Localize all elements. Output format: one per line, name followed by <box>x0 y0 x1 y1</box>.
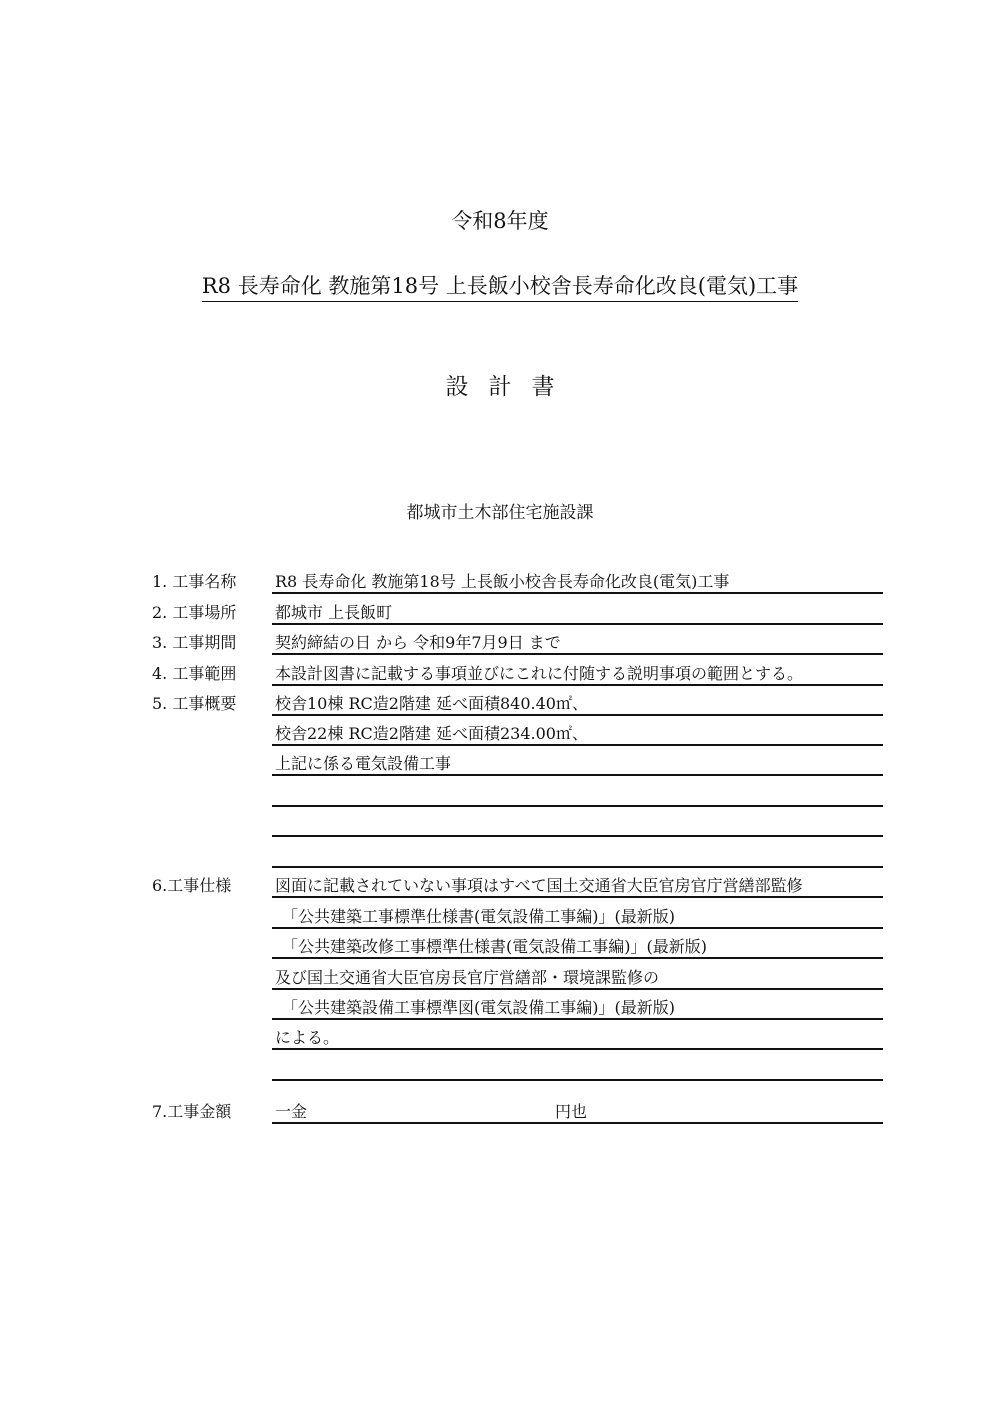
spec-line: 及び国土交通省大臣官房長官庁営繕部・環境課監修の <box>272 968 883 990</box>
item-label-spec: 6.工事仕様 <box>152 876 232 895</box>
spec-line: 「公共建築改修工事標準仕様書(電気設備工事編)」(最新版) <box>272 937 883 959</box>
item-row-scope <box>0 664 1000 694</box>
item-row-period <box>0 633 1000 663</box>
item-label-location: 2. 工事場所 <box>152 603 237 622</box>
item-row-spec <box>0 876 1000 906</box>
project-title-text: R8 長寿命化 教施第18号 上長飯小校舎長寿命化改良(電気)工事 <box>202 274 798 302</box>
spec-line <box>272 846 883 868</box>
amount-suffix: 円也 <box>555 1102 588 1121</box>
item-label-overview: 5. 工事概要 <box>152 694 237 713</box>
spec-line: 「公共建築工事標準仕様書(電気設備工事編)」(最新版) <box>272 907 883 929</box>
overview-line: 上記に係る電気設備工事 <box>272 754 883 776</box>
item-row-amount <box>0 1102 1000 1132</box>
item-row-overview-4 <box>0 785 1000 815</box>
item-row-overview <box>0 694 1000 724</box>
item-row-name <box>0 572 1000 602</box>
fiscal-year: 令和8年度 <box>451 209 549 233</box>
amount-prefix: 一金 <box>275 1102 308 1121</box>
overview-line <box>272 815 883 837</box>
item-row-spec-6 <box>0 1028 1000 1058</box>
item-label-period: 3. 工事期間 <box>152 633 237 652</box>
item-value-name: R8 長寿命化 教施第18号 上長飯小校舎長寿命化改良(電気)工事 <box>272 572 883 594</box>
item-row-spec-2 <box>0 907 1000 937</box>
item-value-period: 契約締結の日 から 令和9年7月9日 まで <box>272 633 883 655</box>
item-label-scope: 4. 工事範囲 <box>152 664 237 683</box>
item-label-name: 1. 工事名称 <box>152 572 237 591</box>
item-row-spec-7 <box>0 1059 1000 1089</box>
project-title <box>0 270 1000 300</box>
item-row-spec-blank <box>0 846 1000 876</box>
spec-line <box>272 1059 883 1081</box>
amount-field <box>272 1102 883 1124</box>
item-row-spec-3 <box>0 937 1000 967</box>
spec-line: による。 <box>272 1028 883 1050</box>
item-row-spec-5 <box>0 998 1000 1028</box>
document-title: 設計書 <box>445 374 575 400</box>
item-value-location: 都城市 上長飯町 <box>272 603 883 625</box>
item-row-spec-4 <box>0 968 1000 998</box>
overview-line: 校舎10棟 RC造2階建 延べ面積840.40㎡、 <box>272 694 883 716</box>
overview-line: 校舎22棟 RC造2階建 延べ面積234.00㎡、 <box>272 724 883 746</box>
item-row-overview-2 <box>0 724 1000 754</box>
item-value-scope: 本設計図書に記載する事項並びにこれに付随する説明事項の範囲とする。 <box>272 664 883 686</box>
item-row-overview-5 <box>0 815 1000 845</box>
overview-line <box>272 785 883 807</box>
issuer-department: 都城市土木部住宅施設課 <box>406 503 594 523</box>
item-row-overview-3 <box>0 754 1000 784</box>
spec-line: 「公共建築設備工事標準図(電気設備工事編)」(最新版) <box>272 998 883 1020</box>
item-label-amount: 7.工事金額 <box>152 1102 232 1121</box>
item-row-location <box>0 603 1000 633</box>
spec-line: 図面に記載されていない事項はすべて国土交通省大臣官房官庁営繕部監修 <box>272 876 883 898</box>
